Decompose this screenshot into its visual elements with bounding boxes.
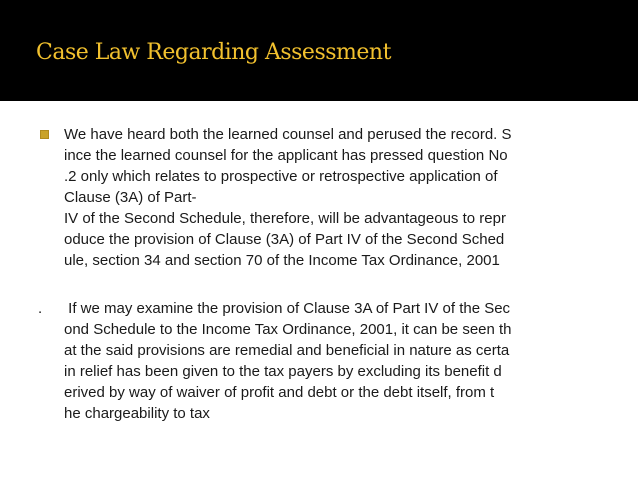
paragraph-line: Clause (3A) of Part- <box>64 189 197 206</box>
paragraph-line: he chargeability to tax <box>64 405 210 422</box>
paragraph-1 <box>0 124 638 271</box>
paragraph-line: oduce the provision of Clause (3A) of Part IV of the Second Sched <box>64 231 505 248</box>
slide-title: Case Law Regarding Assessment <box>36 40 391 65</box>
paragraph-line: in relief has been given to the tax payers by excluding its benefit d <box>64 363 502 380</box>
title-band <box>0 0 638 101</box>
square-bullet-icon <box>40 130 49 139</box>
paragraph-2 <box>0 298 638 424</box>
paragraph-line: .2 only which relates to prospective or retrospective application of <box>64 168 498 185</box>
paragraph-line: erived by way of waiver of profit and debt or the debt itself, from t <box>64 384 495 401</box>
paragraph-line: IV of the Second Schedule, therefore, will be advantageous to repr <box>64 210 506 227</box>
paragraph-line: We have heard both the learned counsel and perused the record. S <box>64 126 512 143</box>
paragraph-marker: . <box>38 300 43 317</box>
paragraph-line: ond Schedule to the Income Tax Ordinance, 2001, it can be seen th <box>64 321 512 338</box>
paragraph-line: ince the learned counsel for the applicant has pressed question No <box>64 147 508 164</box>
slide-content <box>0 124 638 424</box>
paragraph-line: ule, section 34 and section 70 of the Income Tax Ordinance, 2001 <box>64 252 500 269</box>
paragraph-line: at the said provisions are remedial and beneficial in nature as certa <box>64 342 510 359</box>
paragraph-line: If we may examine the provision of Clause 3A of Part IV of the Sec <box>64 300 511 317</box>
